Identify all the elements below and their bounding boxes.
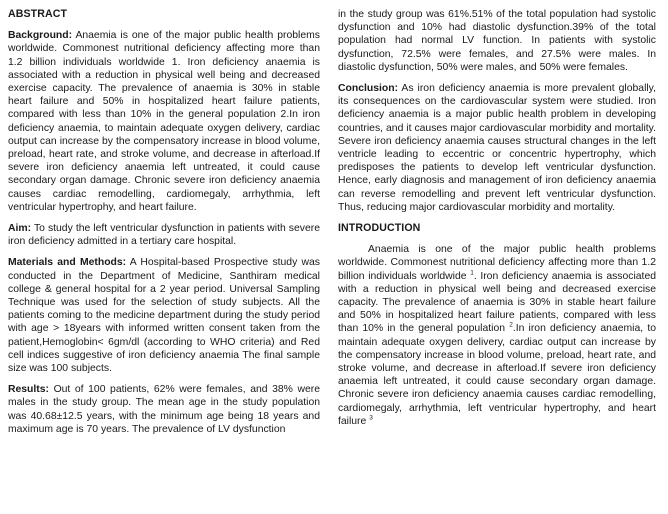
intro-text-b: . Iron deficiency anaemia is associated with a reduction in physical well being and decreased exercise capacity. The prevalence of anaemia is 30% in stable heart failure and 50% in hospitalized heart failure patients, compared with less than 10% in the general population	[338, 270, 657, 335]
left-column	[8, 8, 320, 444]
ref-3: 3	[369, 414, 373, 422]
background-lead: Background:	[8, 30, 73, 42]
results-lead: Results:	[8, 384, 49, 396]
right-column	[338, 8, 656, 436]
results-text-right: in the study group was 61%.51% of the total population had systolic dysfunction and 10% had diastolic dysfunction.39% of the total population had normal LV function. In patients with systolic dysfunction, 72.5% were females, and 27.5% were males. In diastolic dysfunction, 50% were males, and 50% were females.	[338, 9, 656, 73]
results-paragraph	[8, 383, 320, 436]
introduction-paragraph	[338, 243, 656, 428]
ref-2: 2	[509, 322, 513, 329]
aim-paragraph	[8, 222, 320, 248]
aim-text: To study the left ventricular dysfunction in patients with severe iron deficiency admitted in a tertiary care hospital.	[8, 223, 320, 248]
background-paragraph	[8, 29, 320, 214]
intro-text-a: Anaemia is one of the major public health problems worldwide. Commonest nutritional deficiency affecting more than 1.2 billion individuals worldwide	[338, 244, 656, 282]
aim-lead: Aim:	[8, 223, 32, 235]
methods-paragraph	[8, 256, 320, 375]
intro-text-c: .In iron deficiency anaemia, to maintain adequate oxygen delivery, cardiac output can increase by the compensatory increase in blood volume, preload, heart rate, and stroke volume, and decrease in afterload.If severe iron deficiency anaemia left untreated, it could cause secondary organ damage. Chronic severe iron deficiency anaemia causes cardiac remodelling, cardiomegaly, arrhythmia, left ventricular hypertrophy, and heart failure	[338, 323, 656, 427]
conclusion-lead: Conclusion:	[338, 83, 399, 95]
methods-text: A Hospital-based Prospective study was conducted in the Department of Medicine, Santhiram medical college & general hospital for a 2 year period. Universal Sampling Technique was used for the selection of study subjects. All the patients coming to the medicine department during the study period with age > 18years with informed written consent taken from the patient,Hemoglobin< 6gm/dl (according to WHO criteria) and Red cell indices suggestive of iron deficiency anaemia The final sample size was 100 subjects.	[8, 257, 320, 375]
background-text: Anaemia is one of the major public health problems worldwide. Commonest nutritional deficiency affecting more than 1.2 billion individuals worldwide 1. Iron deficiency anaemia is associated with a reduction in physical well being and decreased exercise capacity. The prevalence of anaemia is 30% in stable heart failure and 50% in hospitalized heart failure patients, compared with less than 10% in the general population 2.In iron deficiency anaemia, to maintain adequate oxygen delivery, cardiac output can increase by the compensatory increase in blood volume, preload, heart rate, and stroke volume, and decrease in afterload.If severe iron deficiency anaemia left untreated, it could cause secondary organ damage. Chronic severe iron deficiency anaemia causes cardiac remodelling, cardiomegaly, arrhythmia, left ventricular hypertrophy, and heart failure.	[8, 30, 320, 213]
methods-lead: Materials and Methods:	[8, 257, 127, 269]
ref-1: 1	[470, 269, 474, 277]
abstract-heading: ABSTRACT	[8, 8, 68, 20]
conclusion-text: As iron deficiency anaemia is more prevalent globally, its consequences on the cardiovascular system were studied. Iron deficiency anaemia is a major public health problem in developing countries, and it causes major cardiovascular morbidity and mortality. Severe iron deficiency anaemia causes structural changes in the left ventricle leading to eccentric or concentric hypertrophy, which predisposes the patients to develop left ventricular dysfunction. Hence, early diagnosis and management of iron deficiency anaemia can reverse remodelling and prevent left ventricular dysfunction. Thus, reducing major cardiovascular morbidity and mortality.	[338, 83, 656, 213]
results-continued-paragraph	[338, 8, 656, 74]
introduction-heading: INTRODUCTION	[338, 222, 421, 235]
conclusion-paragraph	[338, 82, 656, 214]
results-text-left: Out of 100 patients, 62% were females, and 38% were males in the study group. The mean age in the study population was 40.68±12.5 years, with the minimum age being 18 years and maximum age is 70 years. The prevalence of LV dysfunction	[8, 384, 320, 435]
